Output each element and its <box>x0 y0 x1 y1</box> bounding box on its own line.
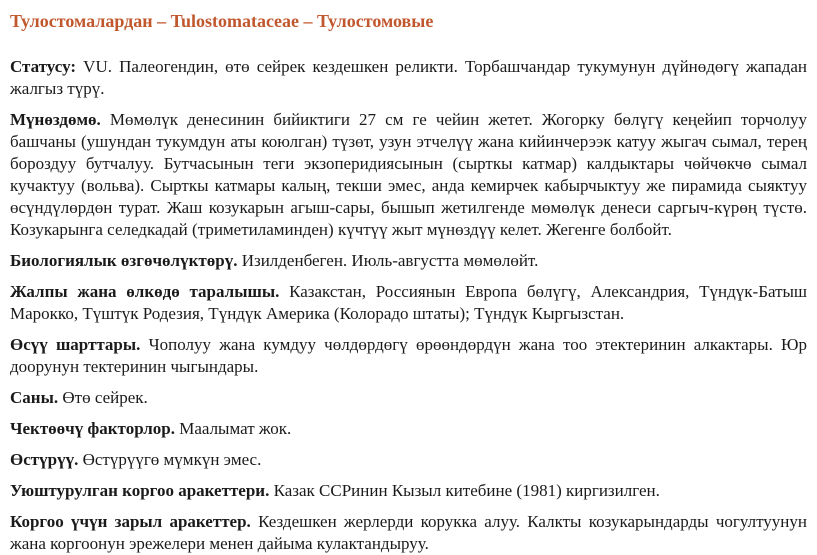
section-cultivation <box>10 449 807 471</box>
section-cultivation-text: Өстүрүүгө мүмкүн эмес. <box>82 450 262 469</box>
section-distribution <box>10 281 807 325</box>
section-growth-conditions-text: Чополуу жана кумдуу чөлдөрдөгү өрөөндөрдүн жана тоо этектеринин алкактары. Юр доорунун тектеринин чыгындары. <box>10 335 807 376</box>
section-cultivation-label: Өстүрүү. <box>10 450 79 469</box>
section-existing-protection-label: Уюштурулган коргоо аракеттери. <box>10 481 270 500</box>
section-biology-text: Изилденбеген. Июль-августта мөмөлөйт. <box>241 251 539 270</box>
section-limiting-factors-label: Чектөөчү факторлор. <box>10 419 175 438</box>
section-needed-protection <box>10 511 807 555</box>
section-biology-label: Биологиялык өзгөчөлүктөрү. <box>10 251 238 270</box>
section-status-text: VU. Палеогендин, өтө сейрек кездешкен реликти. Торбашчандар тукумунун дүйнөдөгү жападан жалгыз түрү. <box>10 57 808 98</box>
section-distribution-text: Казакстан, Россиянын Европа бөлүгү, Александрия, Түндүк-Батыш Марокко, Түштүк Родезия, Түндүк Америка (Колорадо штаты); Түндүк Кыргызстан. <box>10 282 808 323</box>
section-status <box>10 56 807 100</box>
section-population-label: Саны. <box>10 388 59 407</box>
section-description <box>10 109 807 241</box>
section-status-label: Статусу: <box>10 57 77 76</box>
section-needed-protection-text: Кездешкен жерлерди корукка алуу. Калкты козукарындарды чогултуунун жана коргоонун эрежелери менен дайыма кулактандыруу. <box>10 512 807 553</box>
section-existing-protection-text: Казак ССРинин Кызыл китебине (1981) киргизилген. <box>273 481 660 500</box>
section-population-text: Өтө сейрек. <box>62 388 148 407</box>
section-needed-protection-label: Коргоо үчүн зарыл аракеттер. <box>10 512 251 531</box>
section-limiting-factors-text: Маалымат жок. <box>179 419 292 438</box>
section-limiting-factors <box>10 418 807 440</box>
section-existing-protection <box>10 480 807 502</box>
section-growth-conditions-label: Өсүү шарттары. <box>10 335 141 354</box>
section-distribution-label: Жалпы жана өлкөдө таралышы. <box>10 282 280 301</box>
section-growth-conditions <box>10 334 807 378</box>
section-description-label: Мүнөздөмө. <box>10 110 101 129</box>
page-title: Тулостомалардан – Tulostomataceae – Тулостомовые <box>10 11 434 31</box>
section-biology <box>10 250 807 272</box>
section-description-text: Мөмөлүк денесинин бийиктиги 27 см ге чейин жетет. Жогорку бөлүгү кеңейип торчолуу башчаны (ушундан тукумдун аты коюлган) түзөт, узун этчелүү жана кийинчерээк катуу жыгач сымал, терең бороздуу бутчалуу. Бутчасынын теги экзоперидиясынын (сырткы катмар) калдыктары чөйчөкчө сымал кучактуу (вольва). Сырткы катмары калың, текши эмес, анда кемирчек кабырчыктуу же пирамида сыяктуу өсүндүлөрдөн турат. Жаш козукарын агыш-сары, бышып жетилгенде мөмөлүк денеси саргыч-күрөң түстө. Козукарынга селедкадай (триметиламинден) күчтүү жыт мүнөздүү келет. Жегенге болбойт. <box>10 110 807 239</box>
section-population <box>10 387 807 409</box>
